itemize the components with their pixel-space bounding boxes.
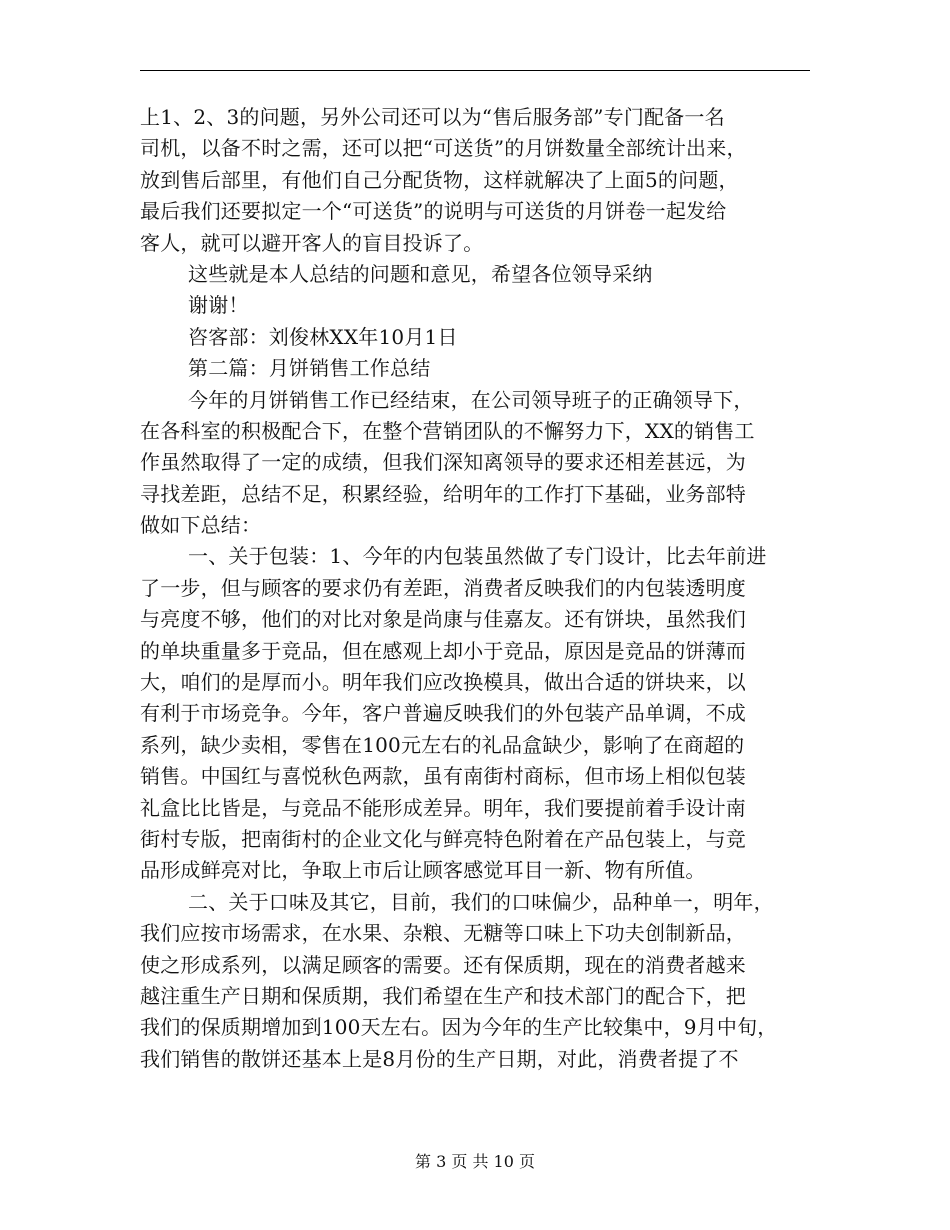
text-line: 品形成鲜亮对比，争取上市后让顾客感觉耳目一新、物有所值。: [140, 858, 706, 883]
text-line: 今年的月饼销售工作已经结束，在公司领导班子的正确领导下，: [188, 387, 754, 412]
text-line: 谢谢！: [188, 293, 249, 318]
text-line: 我们销售的散饼还基本上是8月份的生产日期，对此，消费者提了不: [140, 1046, 739, 1071]
text-line: 街村专版，把南街村的企业文化与鲜亮特色附着在产品包装上，与竞: [140, 826, 746, 851]
text-line: 的单块重量多于竞品，但在感观上却小于竞品，原因是竞品的饼薄而: [140, 638, 746, 663]
text-line: 了一步，但与顾客的要求仍有差距，消费者反映我们的内包装透明度: [140, 575, 746, 600]
text-line: 我们的保质期增加到100天左右。因为今年的生产比较集中，9月中旬，: [140, 1015, 778, 1040]
text-line: 司机，以备不时之需，还可以把“可送货”的月饼数量全部统计出来，: [140, 136, 747, 161]
text-line: 系列，缺少卖相，零售在100元左右的礼品盒缺少，影响了在商超的: [140, 732, 745, 757]
text-line: 寻找差距，总结不足，积累经验，给明年的工作打下基础，业务部特: [140, 481, 746, 506]
header-rule: [140, 70, 810, 71]
text-line: 与亮度不够，他们的对比对象是尚康与佳嘉友。还有饼块，虽然我们: [140, 607, 746, 632]
text-line: 这些就是本人总结的问题和意见，希望各位领导采纳: [188, 261, 653, 286]
section-heading: 第二篇：月饼销售工作总结: [188, 356, 431, 381]
page-number-footer: 第 3 页 共 10 页: [415, 1152, 535, 1171]
document-body: [140, 102, 830, 1075]
text-line: 做如下总结：: [140, 513, 262, 538]
text-line: 有利于市场竞争。今年，客户普遍反映我们的外包装产品单调，不成: [140, 701, 746, 726]
signature-line: 咨客部：刘俊林XX年10月1日: [188, 324, 458, 349]
text-line: 作虽然取得了一定的成绩，但我们深知离领导的要求还相差甚远，为: [140, 450, 746, 475]
text-line: 二、关于口味及其它，目前，我们的口味偏少，品种单一，明年，: [188, 889, 774, 914]
text-line: 礼盒比比皆是，与竞品不能形成差异。明年，我们要提前着手设计南: [140, 795, 746, 820]
text-line: 客人，就可以避开客人的盲目投诉了。: [140, 230, 484, 255]
text-line: 大，咱们的是厚而小。明年我们应改换模具，做出合适的饼块来，以: [140, 670, 746, 695]
text-line: 销售。中国红与喜悦秋色两款，虽有南街村商标，但市场上相似包装: [140, 764, 746, 789]
text-line: 使之形成系列，以满足顾客的需要。还有保质期，现在的消费者越来: [140, 952, 746, 977]
text-line: 最后我们还要拟定一个“可送货”的说明与可送货的月饼卷一起发给: [140, 199, 727, 224]
text-line: 越注重生产日期和保质期，我们希望在生产和技术部门的配合下，把: [140, 983, 746, 1008]
text-line: 上1、2、3的问题，另外公司还可以为“售后服务部”专门配备一名: [140, 105, 725, 129]
text-line: 我们应按市场需求，在水果、杂粮、无糖等口味上下功夫创制新品，: [140, 921, 746, 946]
text-line: 在各科室的积极配合下，在整个营销团队的不懈努力下，XX的销售工: [140, 418, 755, 443]
text-line: 一、关于包装：1、今年的内包装虽然做了专门设计，比去年前进: [188, 544, 767, 569]
text-line: 放到售后部里，有他们自己分配货物，这样就解决了上面5的问题，: [140, 167, 739, 192]
